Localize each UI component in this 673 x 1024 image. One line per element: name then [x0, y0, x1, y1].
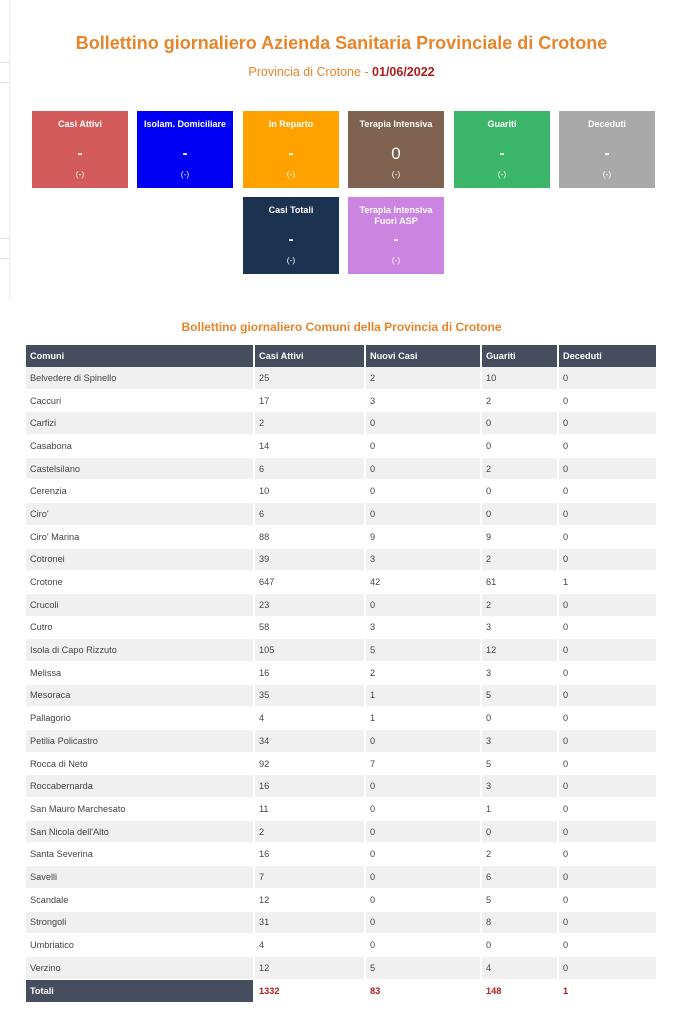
column-header: Nuovi Casi: [366, 345, 482, 367]
table-row: [26, 503, 658, 526]
table-cell: 0: [366, 821, 482, 844]
table-cell: 23: [255, 594, 366, 617]
table-row: [26, 458, 658, 481]
table-row: [26, 798, 658, 821]
card-delta: (-): [75, 169, 85, 179]
table-cell: 6: [255, 458, 366, 481]
table-row: [26, 685, 658, 708]
table-cell: 0: [366, 435, 482, 458]
table-row: [26, 435, 658, 458]
table-cell: 0: [559, 843, 658, 866]
table-row: [26, 957, 658, 980]
table-row: [26, 866, 658, 889]
card-isolam-domiciliare: [137, 111, 233, 188]
table-cell: 39: [255, 549, 366, 572]
table-cell: 0: [559, 390, 658, 413]
table-cell: 2: [255, 821, 366, 844]
table-cell: 1: [366, 707, 482, 730]
table-cell: 0: [366, 775, 482, 798]
table-cell: 0: [366, 730, 482, 753]
table-cell: 0: [366, 480, 482, 503]
table-cell: 5: [482, 685, 559, 708]
table-cell: 0: [559, 549, 658, 572]
card-guariti: [454, 111, 550, 188]
comune-name: Cotronei: [26, 549, 255, 572]
table-cell: 0: [366, 412, 482, 435]
table-cell: 2: [482, 390, 559, 413]
table-cell: 0: [559, 753, 658, 776]
table-cell: 9: [366, 526, 482, 549]
table-cell: 3: [366, 549, 482, 572]
comune-name: Ciro' Marina: [26, 526, 255, 549]
column-header: Guariti: [482, 345, 559, 367]
page-subtitle: [0, 65, 673, 79]
comune-name: Rocca di Neto: [26, 753, 255, 776]
table-cell: 4: [482, 957, 559, 980]
table-cell: 10: [482, 367, 559, 390]
table-row: [26, 662, 658, 685]
table-cell: 0: [559, 934, 658, 957]
table-cell: 4: [255, 707, 366, 730]
table-cell: 0: [559, 889, 658, 912]
table-cell: 0: [366, 912, 482, 935]
comune-name: Melissa: [26, 662, 255, 685]
table-cell: 3: [366, 617, 482, 640]
table-cell: 0: [559, 957, 658, 980]
comune-name: Mesoraca: [26, 685, 255, 708]
card-value: -: [77, 145, 83, 162]
table-header-row: [26, 345, 658, 367]
table-cell: 0: [366, 843, 482, 866]
card-delta: (-): [286, 255, 296, 265]
table-cell: 0: [559, 617, 658, 640]
table-cell: 2: [482, 843, 559, 866]
comune-name: Umbriatico: [26, 934, 255, 957]
table-row: [26, 390, 658, 413]
table-cell: 2: [482, 549, 559, 572]
table-cell: 0: [482, 707, 559, 730]
table-cell: 0: [482, 412, 559, 435]
totals-cell: 1332: [255, 980, 366, 1003]
table-cell: 11: [255, 798, 366, 821]
card-casi-attivi: [32, 111, 128, 188]
comune-name: Belvedere di Spinello: [26, 367, 255, 390]
comune-name: Cutro: [26, 617, 255, 640]
column-header: Casi Attivi: [255, 345, 366, 367]
table-cell: 2: [255, 412, 366, 435]
table-cell: 3: [482, 730, 559, 753]
table-cell: 0: [559, 435, 658, 458]
totals-row: [26, 980, 658, 1003]
table-row: [26, 730, 658, 753]
comune-name: Ciro': [26, 503, 255, 526]
card-value: -: [182, 145, 188, 162]
card-label: In Reparto: [268, 119, 314, 129]
card-delta: (-): [497, 169, 507, 179]
table-cell: 0: [559, 526, 658, 549]
table-cell: 647: [255, 571, 366, 594]
card-value: -: [288, 145, 294, 162]
table-cell: 0: [366, 934, 482, 957]
table-cell: 0: [366, 458, 482, 481]
province-label: Provincia di Crotone -: [248, 65, 373, 79]
table-cell: 14: [255, 435, 366, 458]
table-cell: 2: [482, 594, 559, 617]
table-cell: 0: [366, 503, 482, 526]
card-label: Terapia Intensiva Fuori ASP: [359, 205, 433, 226]
comune-name: Crotone: [26, 571, 255, 594]
totals-cell: 1: [559, 980, 658, 1003]
table-cell: 8: [482, 912, 559, 935]
table-cell: 6: [255, 503, 366, 526]
table-row: [26, 412, 658, 435]
table-row: [26, 934, 658, 957]
table-row: [26, 912, 658, 935]
table-cell: 12: [482, 639, 559, 662]
table-cell: 12: [255, 957, 366, 980]
table-cell: 3: [366, 390, 482, 413]
table-cell: 0: [366, 889, 482, 912]
card-terapia-intensiva: [348, 111, 444, 188]
table-cell: 42: [366, 571, 482, 594]
table-cell: 0: [559, 912, 658, 935]
card-value: -: [288, 231, 294, 248]
table-cell: 0: [559, 412, 658, 435]
table-cell: 16: [255, 662, 366, 685]
table-cell: 5: [366, 639, 482, 662]
comune-name: Santa Severina: [26, 843, 255, 866]
table-cell: 0: [559, 821, 658, 844]
totals-cell: 148: [482, 980, 559, 1003]
table-cell: 7: [255, 866, 366, 889]
table-row: [26, 821, 658, 844]
card-delta: (-): [180, 169, 190, 179]
card-label: Terapia Intensiva: [359, 119, 433, 129]
table-cell: 9: [482, 526, 559, 549]
table-cell: 3: [482, 662, 559, 685]
table-cell: 2: [366, 367, 482, 390]
card-label: Casi Totali: [268, 205, 314, 215]
table-cell: 2: [482, 458, 559, 481]
card-delta: (-): [391, 255, 401, 265]
card-delta: (-): [286, 169, 296, 179]
table-cell: 6: [482, 866, 559, 889]
card-casi-totali: [243, 197, 339, 274]
table-cell: 88: [255, 526, 366, 549]
comune-name: Verzino: [26, 957, 255, 980]
column-header: Comuni: [26, 345, 255, 367]
table-cell: 2: [366, 662, 482, 685]
card-deceduti: [559, 111, 655, 188]
comune-name: San Nicola dell'Alto: [26, 821, 255, 844]
table-cell: 10: [255, 480, 366, 503]
card-value: -: [499, 145, 505, 162]
table-cell: 0: [559, 594, 658, 617]
table-title: Bollettino giornaliero Comuni della Provincia di Crotone: [181, 320, 502, 334]
comune-name: Scandale: [26, 889, 255, 912]
table-cell: 58: [255, 617, 366, 640]
comune-name: Pallagorio: [26, 707, 255, 730]
column-header: Deceduti: [559, 345, 658, 367]
table-cell: 7: [366, 753, 482, 776]
table-cell: 0: [559, 458, 658, 481]
table-row: [26, 594, 658, 617]
comune-name: Caccuri: [26, 390, 255, 413]
table-cell: 1: [366, 685, 482, 708]
table-cell: 0: [366, 594, 482, 617]
table-row: [26, 639, 658, 662]
table-row: [26, 889, 658, 912]
table-cell: 3: [482, 617, 559, 640]
card-delta: (-): [602, 169, 612, 179]
table-cell: 5: [366, 957, 482, 980]
report-date: 01/06/2022: [372, 65, 435, 79]
comuni-table: [26, 345, 658, 1003]
card-value: -: [393, 231, 399, 248]
card-value: -: [604, 145, 610, 162]
comune-name: Casabona: [26, 435, 255, 458]
totals-cell: 83: [366, 980, 482, 1003]
table-cell: 0: [559, 685, 658, 708]
table-cell: 0: [559, 730, 658, 753]
table-cell: 0: [559, 639, 658, 662]
table-row: [26, 775, 658, 798]
table-cell: 5: [482, 889, 559, 912]
table-cell: 0: [366, 798, 482, 821]
table-cell: 35: [255, 685, 366, 708]
table-cell: 17: [255, 390, 366, 413]
table-cell: 0: [559, 480, 658, 503]
table-cell: 31: [255, 912, 366, 935]
totals-label: Totali: [26, 980, 255, 1003]
comune-name: Crucoli: [26, 594, 255, 617]
table-cell: 1: [482, 798, 559, 821]
table-cell: 61: [482, 571, 559, 594]
table-cell: 0: [482, 435, 559, 458]
table-cell: 0: [559, 866, 658, 889]
card-terapia-intensiva-fuori-asp: [348, 197, 444, 274]
table-row: [26, 526, 658, 549]
comune-name: Castelsilano: [26, 458, 255, 481]
table-cell: 0: [559, 662, 658, 685]
table-cell: 105: [255, 639, 366, 662]
table-cell: 4: [255, 934, 366, 957]
table-cell: 34: [255, 730, 366, 753]
comune-name: San Mauro Marchesato: [26, 798, 255, 821]
table-cell: 0: [559, 367, 658, 390]
comune-name: Roccabernarda: [26, 775, 255, 798]
card-in-reparto: [243, 111, 339, 188]
card-delta: (-): [391, 169, 401, 179]
table-cell: 0: [482, 934, 559, 957]
table-cell: 0: [482, 480, 559, 503]
table-row: [26, 367, 658, 390]
table-cell: 12: [255, 889, 366, 912]
table-row: [26, 707, 658, 730]
table-row: [26, 617, 658, 640]
page-title: Bollettino giornaliero Azienda Sanitaria Provinciale di Crotone: [75, 33, 608, 53]
table-cell: 0: [482, 821, 559, 844]
table-cell: 1: [559, 571, 658, 594]
table-cell: 0: [559, 798, 658, 821]
comune-name: Savelli: [26, 866, 255, 889]
table-cell: 0: [366, 866, 482, 889]
table-row: [26, 549, 658, 572]
card-label: Isolam. Domiciliare: [143, 119, 227, 129]
table-row: [26, 480, 658, 503]
comune-name: Petilia Policastro: [26, 730, 255, 753]
card-label: Casi Attivi: [58, 119, 102, 129]
table-cell: 0: [482, 503, 559, 526]
table-cell: 16: [255, 775, 366, 798]
table-cell: 92: [255, 753, 366, 776]
table-row: [26, 753, 658, 776]
comune-name: Isola di Capo Rizzuto: [26, 639, 255, 662]
card-label: Deceduti: [587, 119, 626, 129]
card-value: 0: [391, 144, 401, 163]
table-cell: 0: [559, 707, 658, 730]
table-row: [26, 843, 658, 866]
comune-name: Strongoli: [26, 912, 255, 935]
table-cell: 3: [482, 775, 559, 798]
table-row: [26, 571, 658, 594]
card-label: Guariti: [487, 119, 517, 129]
table-cell: 16: [255, 843, 366, 866]
table-cell: 0: [559, 775, 658, 798]
comune-name: Cerenzia: [26, 480, 255, 503]
table-cell: 5: [482, 753, 559, 776]
table-cell: 25: [255, 367, 366, 390]
table-cell: 0: [559, 503, 658, 526]
comune-name: Carfizi: [26, 412, 255, 435]
